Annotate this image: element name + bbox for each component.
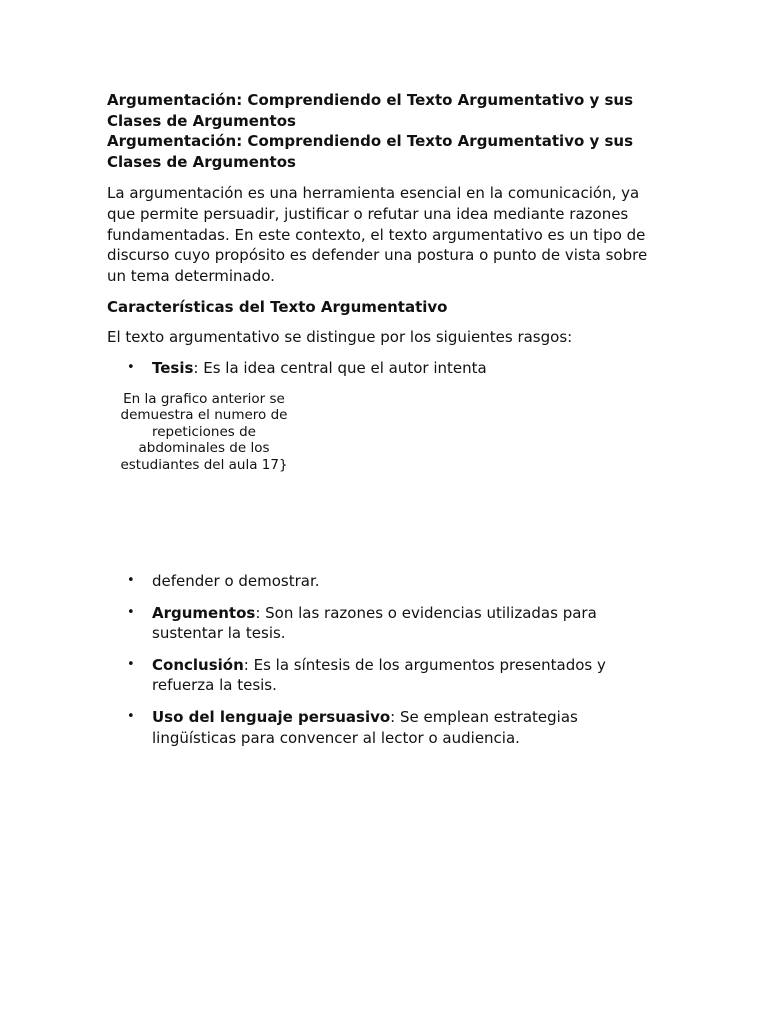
list-item-text: : Se emplean estrategias lingüísticas para convencer al lector o audiencia. [152, 707, 578, 747]
list-item [107, 571, 657, 592]
bullet-icon: • [127, 708, 135, 724]
bullet-icon: • [127, 359, 135, 375]
feature-list-top [107, 358, 657, 379]
list-item-term: Conclusión [152, 655, 244, 674]
list-item [107, 655, 657, 697]
list-item-text: : Es la idea central que el autor intenta [193, 358, 487, 377]
bullet-icon: • [127, 604, 135, 620]
list-item [107, 358, 657, 379]
list-item [107, 603, 657, 645]
intro-paragraph: La argumentación es una herramienta esencial en la comunicación, ya que permite persuadir, justificar o refutar una idea mediante razones fundamentadas. En este contexto, el texto argumentativo es un tipo de discurso cuyo propósito es defender una postura o punto de vista sobre un tema determinado. [107, 184, 648, 286]
document-title-repeat: Argumentación: Comprendiendo el Texto Argumentativo y sus Clases de Argumentos [107, 132, 634, 171]
list-item-text: : Son las razones o evidencias utilizadas para sustentar la tesis. [152, 603, 597, 643]
document-title: Argumentación: Comprendiendo el Texto Argumentativo y sus Clases de Argumentos [107, 91, 634, 130]
list-item-term: Tesis [152, 358, 194, 377]
section-heading: Características del Texto Argumentativo [107, 297, 448, 316]
list-item-term: Uso del lenguaje persuasivo [152, 707, 391, 726]
section-intro: El texto argumentativo se distingue por los siguientes rasgos: [107, 328, 573, 347]
document-page [107, 90, 657, 759]
list-item [107, 707, 657, 749]
feature-list-bottom [107, 571, 657, 748]
list-item-term: Argumentos [152, 603, 256, 622]
figure-caption: En la grafico anterior se demuestra el numero de repeticiones de abdominales de los estudiantes del aula 17} [120, 390, 288, 473]
list-item-text: : Es la síntesis de los argumentos presentados y refuerza la tesis. [152, 655, 606, 695]
bullet-icon: • [127, 656, 135, 672]
bullet-icon: • [127, 573, 135, 589]
list-item-text: defender o demostrar. [152, 572, 320, 591]
